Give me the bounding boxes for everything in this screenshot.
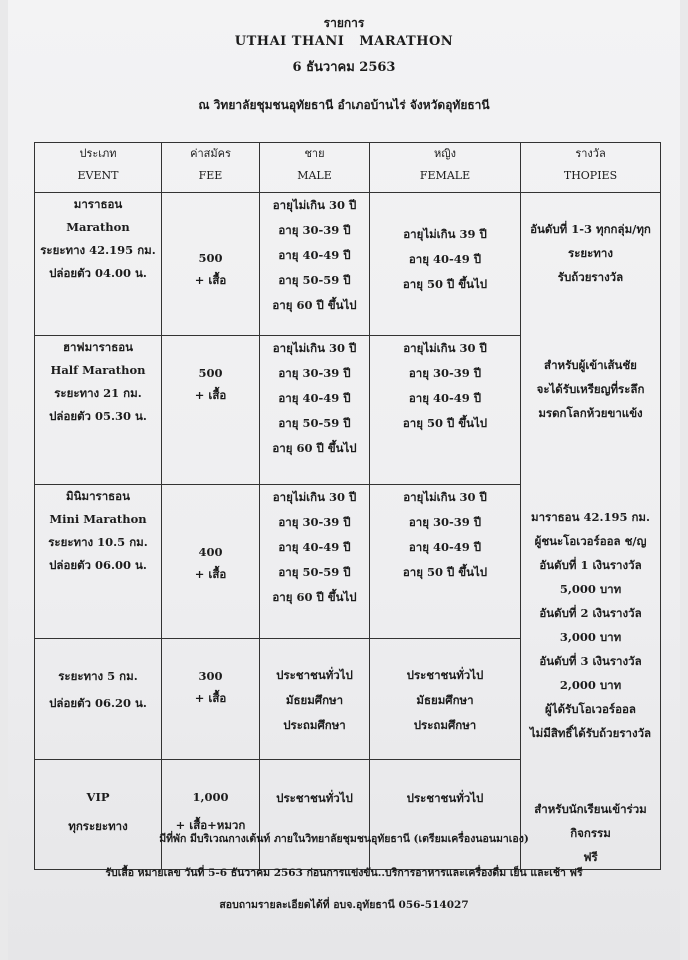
event-title: UTHAI THANI MARATHON xyxy=(234,34,454,49)
event-venue: ณ วิทยาลัยชุมชนอุทัยธานี อำเภอบ้านไร่ จังหวัดอุทัยธานี xyxy=(198,98,490,112)
event-cell xyxy=(35,760,162,870)
event-line: ปล่อยตัว 06.20 น. xyxy=(49,696,147,711)
col-female xyxy=(370,143,521,193)
age-group: อายุไม่เกิน 30 ปี xyxy=(272,490,357,505)
event-cell xyxy=(35,639,162,760)
event-cell xyxy=(35,335,162,484)
fee-cell xyxy=(162,335,260,484)
trophy-line: สำหรับผู้เข้าเส้นชัย xyxy=(544,358,637,372)
header-label: รายการ xyxy=(323,16,365,30)
participant-group: มัธยมศึกษา xyxy=(285,693,344,708)
fee-cell xyxy=(162,193,260,336)
event-line: Half Marathon xyxy=(50,362,146,377)
age-group: อายุ 40-49 ปี xyxy=(408,390,482,405)
fee-cell xyxy=(162,760,260,870)
age-group: อายุไม่เกิน 30 ปี xyxy=(272,198,357,212)
event-date: 6 ธันวาคม 2563 xyxy=(292,60,396,75)
age-group: อายุ 30-39 ปี xyxy=(408,515,482,530)
fee-cell xyxy=(162,639,260,760)
trophy-line: ฟรี xyxy=(583,850,598,864)
age-group: อายุ 50-59 ปี xyxy=(278,565,351,580)
age-group: อายุ 60 ปี ขึ้นไป xyxy=(272,590,357,605)
trophy-line: ผู้ได้รับโอเวอร์ออล xyxy=(545,702,636,716)
trophy-line: มาราธอน 42.195 กม. xyxy=(530,510,651,524)
age-group: อายุ 40-49 ปี xyxy=(278,540,351,555)
age-group: อายุ 50-59 ปี xyxy=(278,415,351,430)
female-cell xyxy=(370,335,521,484)
col-female-th: หญิง xyxy=(434,147,456,160)
event-cell xyxy=(35,193,162,336)
event-line: Mini Marathon xyxy=(49,512,147,527)
trophy-cell xyxy=(521,193,661,870)
trophy-line: อันดับที่ 2 เงินรางวัล 3,000 บาท xyxy=(539,606,642,644)
trophy-line: มรดกโลกห้วยขาแข้ง xyxy=(538,406,643,420)
age-group: อายุไม่เกิน 39 ปี xyxy=(403,227,487,241)
age-group: อายุ 30-39 ปี xyxy=(278,365,351,380)
age-group: อายุ 40-49 ปี xyxy=(278,390,351,405)
event-line: ปล่อยตัว 06.00 น. xyxy=(49,558,147,573)
age-group: อายุ 60 ปี ขึ้นไป xyxy=(272,440,357,455)
male-cell xyxy=(260,760,370,870)
trophy-line: อันดับที่ 1-3 ทุกกลุ่ม/ทุกระยะทาง xyxy=(530,222,651,260)
footer-accommodation: มีที่พัก มีบริเวณกางเต้นท์ ภายในวิทยาลัยชุมชนอุทัยธานี (เตรียมเครื่องนอนมาเอง) xyxy=(159,833,529,845)
participant-group: ประชาชนทั่วไป xyxy=(406,791,484,806)
age-group: อายุ 50 ปี ขึ้นไป xyxy=(402,565,488,580)
event-line: ระยะทาง 5 กม. xyxy=(58,669,138,684)
age-group: อายุ 30-39 ปี xyxy=(408,365,482,380)
event-line: ระยะทาง 10.5 กม. xyxy=(48,535,148,550)
fee-amount: 500 xyxy=(198,251,223,265)
col-trophy xyxy=(521,143,661,193)
col-male xyxy=(260,143,370,193)
fee-cell xyxy=(162,485,260,639)
female-cell xyxy=(370,193,521,336)
event-line: ปล่อยตัว 04.00 น. xyxy=(49,266,147,280)
event-line: ระยะทาง 42.195 กม. xyxy=(40,243,156,257)
col-fee xyxy=(162,143,260,193)
col-fee-en: FEE xyxy=(198,169,223,182)
fee-amount: 300 xyxy=(198,669,223,684)
age-group: อายุไม่เกิน 30 ปี xyxy=(272,340,357,355)
age-group: อายุ 40-49 ปี xyxy=(408,540,482,555)
age-group: อายุไม่เกิน 30 ปี xyxy=(403,340,487,355)
col-fee-th: ค่าสมัคร xyxy=(190,147,231,160)
participant-group: ประชาชนทั่วไป xyxy=(276,668,353,683)
footer-contact: สอบถามรายละเอียดได้ที่ อบจ.อุทัยธานี 056-514027 xyxy=(219,899,469,911)
event-line: มาราธอน xyxy=(73,197,123,211)
fee-amount: 500 xyxy=(198,365,223,380)
event-cell xyxy=(35,485,162,639)
event-line: มินิมาราธอน xyxy=(66,489,130,504)
male-cell xyxy=(260,193,370,336)
male-cell xyxy=(260,485,370,639)
age-group: อายุ 40-49 ปี xyxy=(408,252,482,266)
participant-group: ประถมศึกษา xyxy=(283,718,346,733)
event-line: ทุกระยะทาง xyxy=(68,819,128,834)
female-cell xyxy=(370,639,521,760)
event-line: VIP xyxy=(86,790,110,805)
age-group: อายุ 30-39 ปี xyxy=(278,515,351,530)
col-trophy-en: THOPIES xyxy=(563,169,618,182)
fee-extra: + เสื้อ xyxy=(194,691,227,706)
trophy-line: อันดับที่ 1 เงินรางวัล 5,000 บาท xyxy=(539,558,642,596)
footer-pickup: รับเสื้อ หมายเลข วันที่ 5-6 ธันวาคม 2563 ก่อนการแข่งขัน..บริการอาหารและเครื่องดื่ม เย็น และเช้า ฟรี xyxy=(105,867,583,879)
male-cell xyxy=(260,639,370,760)
trophy-line: รับถ้วยรางวัล xyxy=(557,270,624,284)
fee-amount: 1,000 xyxy=(192,790,229,805)
female-cell xyxy=(370,760,521,870)
trophy-line: ไม่มีสิทธิ์ได้รับถ้วยรางวัล xyxy=(529,726,652,740)
participant-group: ประถมศึกษา xyxy=(413,718,477,733)
age-group: อายุ 60 ปี ขึ้นไป xyxy=(272,298,357,312)
table-row xyxy=(35,193,661,336)
male-cell xyxy=(260,335,370,484)
fee-extra: + เสื้อ xyxy=(194,387,227,402)
trophy-line: อันดับที่ 3 เงินรางวัล 2,000 บาท xyxy=(539,654,642,692)
fee-amount: 400 xyxy=(198,545,223,560)
participant-group: ประชาชนทั่วไป xyxy=(406,668,484,683)
header-row xyxy=(35,143,661,193)
age-group: อายุ 50 ปี ขึ้นไป xyxy=(402,415,488,430)
age-group: อายุ 50-59 ปี xyxy=(278,273,351,287)
col-male-th: ชาย xyxy=(304,147,325,160)
col-female-en: FEMALE xyxy=(419,169,471,182)
trophy-line: จะได้รับเหรียญที่ระลึก xyxy=(536,382,645,396)
col-trophy-th: รางวัล xyxy=(575,147,606,160)
col-event-th: ประเภท xyxy=(79,147,117,160)
event-line: ฮาฟมาราธอน xyxy=(62,339,134,354)
col-male-en: MALE xyxy=(297,169,332,182)
col-event xyxy=(35,143,162,193)
female-cell xyxy=(370,485,521,639)
fee-extra: + เสื้อ+หมวก xyxy=(175,818,246,833)
participant-group: มัธยมศึกษา xyxy=(416,693,474,708)
age-group: อายุ 40-49 ปี xyxy=(278,248,351,262)
fee-extra: + เสื้อ xyxy=(194,567,227,582)
age-group: อายุ 50 ปี ขึ้นไป xyxy=(402,277,488,291)
fee-extra: + เสื้อ xyxy=(194,273,227,287)
event-line: Marathon xyxy=(66,220,130,234)
trophy-line: สำหรับนักเรียนเข้าร่วมกิจกรรม xyxy=(534,802,647,840)
schedule-table xyxy=(34,142,661,870)
col-event-en: EVENT xyxy=(77,169,119,182)
age-group: อายุไม่เกิน 30 ปี xyxy=(403,490,487,505)
age-group: อายุ 30-39 ปี xyxy=(278,223,351,237)
trophy-line: ผู้ชนะโอเวอร์ออล ช/ญ xyxy=(534,534,647,548)
event-line: ระยะทาง 21 กม. xyxy=(54,385,142,400)
participant-group: ประชาชนทั่วไป xyxy=(276,791,353,806)
event-line: ปล่อยตัว 05.30 น. xyxy=(49,408,147,423)
